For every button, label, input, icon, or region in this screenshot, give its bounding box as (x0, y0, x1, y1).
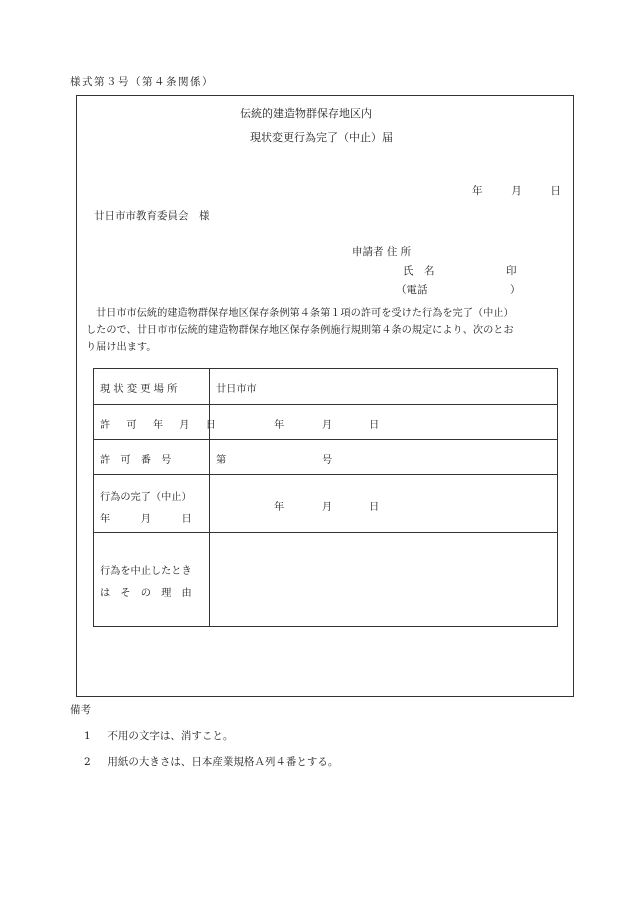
addressee: 廿日市市教育委員会 様 (94, 210, 210, 222)
completion-year[interactable]: 年 (274, 502, 285, 513)
permit-number-prefix[interactable]: 第 (216, 455, 227, 466)
table-row-permit-date (94, 404, 557, 440)
applicant-phone-open: （電話 (396, 284, 428, 296)
submission-year: 年 (472, 185, 483, 197)
completion-label-line1: 行為の完了（中止） (100, 492, 192, 503)
permit-date-day[interactable]: 日 (369, 420, 380, 431)
table-row-location (94, 369, 557, 404)
table-row-reason (94, 532, 557, 627)
completion-month[interactable]: 月 (322, 502, 333, 513)
location-value[interactable]: 廿日市市 (216, 384, 257, 395)
submission-date (472, 183, 561, 198)
declaration-line-3: り届け出ます。 (86, 342, 157, 353)
form-title-line2: 現状変更行為完了（中止）届 (250, 131, 393, 144)
reason-label-line2: は そ の 理 由 (100, 588, 192, 599)
permit-number-label: 許 可 番 号 (100, 455, 172, 466)
remark-number: 1 (84, 730, 91, 742)
applicant-name-label: 氏 名 (403, 265, 435, 277)
detail-table (93, 368, 558, 627)
applicant-phone-close: ） (510, 284, 521, 296)
permit-number-suffix[interactable]: 号 (322, 455, 333, 466)
permit-date-year[interactable]: 年 (274, 420, 285, 431)
submission-month: 月 (511, 185, 522, 197)
remark-item (84, 754, 338, 769)
table-row-completion (94, 474, 557, 533)
table-row-permit-number (94, 439, 557, 475)
declaration-line-2: したので、廿日市市伝統的建造物群保存地区保存条例施行規則第４条の規定により、次のとお (86, 325, 514, 336)
remark-number: 2 (84, 756, 91, 768)
reason-label-line1: 行為を中止したとき (100, 566, 192, 577)
submission-day: 日 (550, 185, 561, 197)
remarks-heading: 備考 (70, 704, 91, 716)
remark-item (84, 728, 233, 743)
form-title-line1: 伝統的建造物群保存地区内 (240, 107, 372, 120)
permit-date-label: 許 可 年 月 日 (100, 420, 223, 431)
reason-field[interactable] (216, 541, 546, 619)
seal-mark: 印 (506, 265, 517, 277)
declaration-line-1: 廿日市市伝統的建造物群保存地区保存条例第４条第１項の許可を受けた行為を完了（中止） (96, 308, 514, 319)
permit-date-month[interactable]: 月 (322, 420, 333, 431)
completion-label-line2: 年 月 日 (100, 514, 192, 525)
declaration-text (86, 305, 562, 356)
applicant-address-label: 申請者 住 所 (352, 246, 412, 258)
form-number: 様式第３号（第４条関係） (70, 76, 214, 88)
location-label: 現 状 変 更 場 所 (100, 384, 178, 395)
remark-text: 用紙の大きさは、日本産業規格Ａ列４番とする。 (107, 756, 339, 768)
completion-day[interactable]: 日 (369, 502, 380, 513)
remark-text: 不用の文字は、消すこと。 (107, 730, 234, 742)
